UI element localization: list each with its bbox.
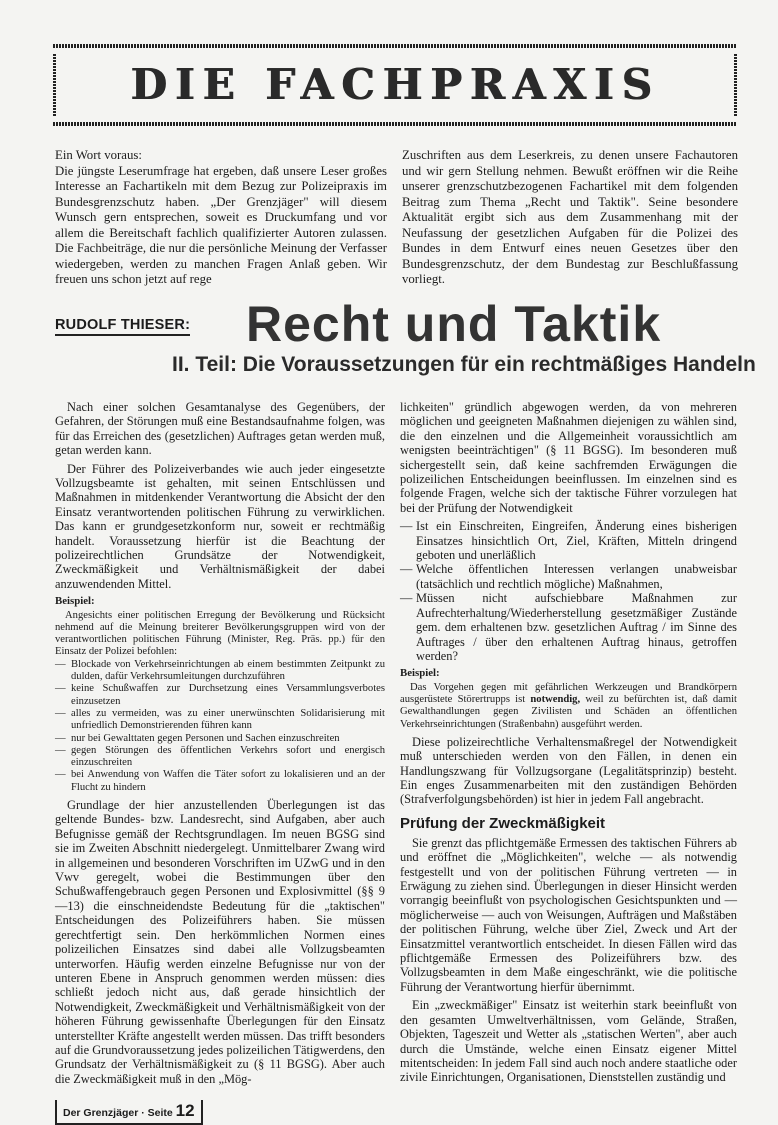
intro-left bbox=[55, 148, 387, 288]
list-item: — alles zu vermeiden, was zu einer unerwünschten Solidarisierung mit unfriedlich Demonstrierenden führen kann bbox=[55, 708, 385, 733]
intro-lead: Ein Wort voraus: bbox=[55, 148, 142, 162]
example-text bbox=[400, 682, 737, 731]
list-item: — gegen Störungen des öffentlichen Verkehrs sofort und energisch einzuschreiten bbox=[55, 745, 385, 770]
example-text: Angesichts einer politischen Erregung der Bevölkerung und Rücksicht nehmend auf die Meinung breiterer Bevölkerungsgruppen wird von der verantwortlichen politischen Führung (Minister, Reg. Präs. pp.) für den Einsatz der Polizei befohlen: bbox=[55, 609, 385, 658]
page-label: Seite bbox=[147, 1107, 173, 1120]
intro-text-left: Die jüngste Leserumfrage hat ergeben, daß unsere Leser großes Interesse an Fachartikeln mit dem Bezug zur Polizeipraxis im Bundesgrenzschutz haben. „Der Grenzjäger" will diesem Wunsch gern entsprechen, soweit es Druckumfang und vor allem die Bereitschaft fachlich qualifizierter Autoren zulassen. Die Fachbeiträge, die nur die persönliche Meinung der Verfasser wiedergeben, werden zu manchen Fragen Anlaß geben. Wir freuen uns schon jetzt auf rege bbox=[55, 163, 387, 286]
list-item: — keine Schußwaffen zur Durchsetzung eines Versammlungsverbotes einzusetzen bbox=[55, 683, 385, 708]
intro-right bbox=[402, 148, 738, 288]
example-list bbox=[55, 659, 385, 794]
example-text-start: Das Vorgehen gegen mit gefährlichen Werkzeugen und Brandkörpern ausgerüstete Störertrupps ist bbox=[400, 681, 737, 705]
paragraph: Diese polizeirechtliche Verhaltensmaßregel der Notwendigkeit muß unterschieden werden von den Fällen, in denen ein Handlungszwang für Vollzugsorgane (Legalitätsprinzip) besteht. Ein enges Zusammenarbeiten mit den zuständigen Behörden (Strafverfolgungsbehörden) ist hier in jedem Fall angebracht. bbox=[400, 734, 737, 807]
list-item: — Ist ein Einschreiten, Eingreifen, Änderung eines bisherigen Einsatzes hinsichtlich Ort, Ziel, Kräften, Mitteln dringend geboten und unerläßlich bbox=[400, 519, 737, 562]
list-item: — nur bei Gewalttaten gegen Personen und Sachen einzuschreiten bbox=[55, 733, 385, 745]
intro-text-right: Zuschriften aus dem Leserkreis, zu denen unsere Fachautoren und wir gern Stellung nehmen. Bewußt eröffnen wir die Reihe unserer grenzschutzbezogenen Fachartikel mit dem folgenden Beitrag zum Thema „Recht und Taktik". Seine besondere Aktualität ergibt sich aus dem Zusammenhang mit der Neufassung der gesetzlichen Aufgaben für die Polizei des Bundes in dem Entwurf eines neuen Gesetzes über den Bundesgrenzschutz, der dem Bundestag zur Beschlußfassung vorliegt. bbox=[402, 148, 738, 286]
paragraph: Grundlage der hier anzustellenden Überlegungen ist das geltende Bundes- bzw. Landesrecht, sind Aufgaben, aber auch Befugnisse gemäß der Rechtsgrundlagen. Im neuen BGSG sind sie im Zweiten Abschnitt niedergelegt. Unmittelbarer Zwang wird in allgemeinen und besonderen Vorschriften im UZwG und in den Vwv geregelt, wobei die Bestimmungen über den Schußwaffengebrauch gegen Personen und Explosivmittel (§§ 9—13) die einschneidendste Bedeutung für die „taktischen" Entscheidungen des Polizeiführers haben. Sie müssen gerechtfertigt sein. Den herkömmlichen Normen eines polizeilichen Einsatzes sind dabei alle Vollzugsbeamten unterworfen. Häufig werden einzelne Befugnisse nur von der unteren Ebene in Anspruch genommen werden müssen: dies schließt jedoch nicht aus, daß gerade hinsichtlich der Notwendigkeit, Zweckmäßigkeit und Verhältnismäßigkeit von der höheren Führung gewissenhafte Überlegungen für den Einsatz unterstellter Kräfte angestellt werden müssen. Das trifft besonders auf die Grundvoraussetzung jedes polizeilichen Tätigwerdens, den Grundsatz der Verhältnismäßigkeit zu (§ 11 BGSG). Aber auch die Zweckmäßigkeit muß in den „Mög- bbox=[55, 798, 385, 1086]
paragraph: Sie grenzt das pflichtgemäße Ermessen des taktischen Führers ab und eröffnet die „Möglichkeiten", welche — als notwendig festgestellt und von der politischen Führung vertreten — in Erwägung zu ziehen sind. Überlegungen in dieser Hinsicht werden vorrangig beeinflußt von psychologischen Gesichtspunkten und — möglicherweise — auch von Weisungen, Aufträgen und Maßstäben der politischen Führung, welche über Ziel, Zweck und Art der Einsatzmittel verantwortlich entscheidet. In diesen Fällen wird das pflichtgemäße Ermessen des Polizeiführers bzw. des Vollzugsbeamten in dem Maße eingeschränkt, wie die politische Führung der Verantwortung hierfür übernimmt. bbox=[400, 835, 737, 994]
example-text-end: weil zu befürchten ist, daß damit Gewalthandlungen gegen Zivilisten und Schäden an öffentlichen Verkehrseinrichtungen (Straßenbahn) ausgeführt werden. bbox=[400, 693, 737, 730]
article-subtitle: II. Teil: Die Voraussetzungen für ein rechtmäßiges Handeln bbox=[172, 353, 756, 376]
article-author: RUDOLF THIESER: bbox=[55, 317, 190, 336]
paragraph: Der Führer des Polizeiverbandes wie auch jeder eingesetzte Vollzugsbeamte ist gehalten, mit seinen Entschlüssen und Maßnahmen in mitdenkender Verantwortung die Absicht der den Einsatz verantwortenden politischen Führung zu verwirklichen. Das kann er grundgesetzkonform nur, soweit er rechtmäßig handelt. Voraussetzung hierfür ist die Beachtung der polizeirechtlichen Grundsätze der Notwendigkeit, Zweckmäßigkeit und Verhältnismäßigkeit der dabei anzuwendenden Mittel. bbox=[55, 461, 385, 591]
example-emphasis: notwendig, bbox=[530, 693, 581, 705]
example-label: Beispiel: bbox=[55, 595, 95, 608]
page-footer bbox=[55, 1100, 203, 1125]
article-column-right bbox=[400, 400, 737, 1089]
page-number: 12 bbox=[175, 1101, 195, 1121]
paragraph: Ein „zweckmäßiger" Einsatz ist weiterhin stark beeinflußt von den gesamten Umweltverhältnissen, vom Gelände, Straßen, Objekten, Tageszeit und Wetter als „statischen Werten", aber auch durch die Umstände, welche einen Einsatz eigener Mittel mitentscheiden: In jedem Fall sind auch noch andere staatliche oder zivile Einrichtungen, Organisationen, Dienststellen zuständig und bbox=[400, 998, 737, 1085]
list-item: — bei Anwendung von Waffen die Täter sofort zu lokalisieren und an der Flucht zu hindern bbox=[55, 769, 385, 794]
publication-name: Der Grenzjäger bbox=[63, 1107, 139, 1120]
list-item: — Welche öffentlichen Interessen verlangen unabweisbar (tatsächlich und rechtlich mögliche) Maßnahmen, bbox=[400, 562, 737, 591]
section-title: DIE FACHPRAXIS bbox=[130, 60, 660, 109]
article-column-left bbox=[55, 400, 385, 1125]
list-item: — Blockade von Verkehrseinrichtungen ab einem bestimmten Zeitpunkt zu dulden, dafür Verkehrsumleitungen durchzuführen bbox=[55, 659, 385, 684]
article-title: Recht und Taktik bbox=[246, 296, 662, 352]
example-box bbox=[55, 595, 385, 794]
paragraph: lichkeiten" gründlich abgewogen werden, da von mehreren möglichen und geeigneten Maßnahmen diejenigen zu wählen sind, die den einzelnen und die Allgemeinheit voraussichtlich am wenigsten beeinträchtigen" (§ 11 BGSG). Im besonderen muß sichergestellt sein, daß keine sachfremden Erwägungen die polizeilichen Entscheidungen beeinflussen. Im einzelnen sind es folgende Fragen, welche sich der taktische Führer vorzulegen hat bei der Prüfung der Notwendigkeit bbox=[400, 400, 737, 515]
section-header bbox=[53, 44, 737, 126]
paragraph: Nach einer solchen Gesamtanalyse des Gegenübers, der Gefahren, der Störungen muß eine Bestandsaufnahme folgen, was für das Erreichen des (gesetzlichen) Auftrages getan werden muß, getan werden kann. bbox=[55, 400, 385, 458]
header-rule-bottom bbox=[53, 122, 737, 126]
footer-separator: · bbox=[141, 1107, 145, 1120]
section-heading: Prüfung der Zweckmäßigkeit bbox=[400, 814, 606, 832]
example-label: Beispiel: bbox=[400, 667, 440, 680]
header-rule-top bbox=[53, 44, 737, 48]
example-box bbox=[400, 667, 737, 730]
list-item: — Müssen nicht aufschiebbare Maßnahmen zur Aufrechterhaltung/Wiederherstellung gesetzmäßiger Zustände gem. dem erhaltenen bzw. gesetzlichen Auftrag / im Sinne des Auftrages / über den erhaltenen Auftrag hinaus, getroffen werden? bbox=[400, 591, 737, 663]
question-list bbox=[400, 519, 737, 663]
